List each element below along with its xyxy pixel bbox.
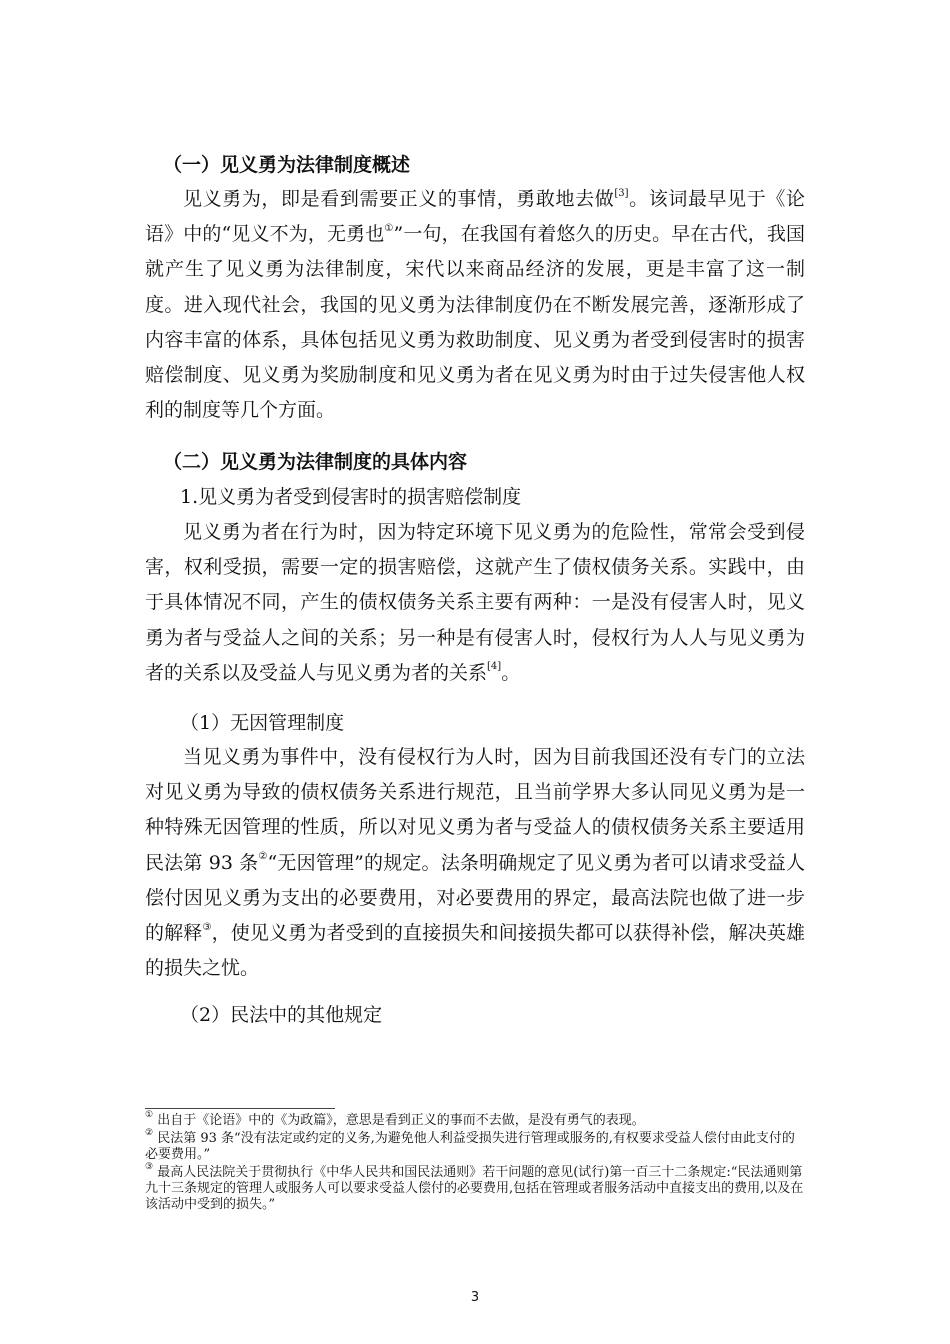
paragraph-text: 。该词最早见于《论语》中的“见义不为，无勇也 [145, 188, 805, 246]
page-number: 3 [470, 1290, 480, 1305]
subsection-title: 1.见义勇为者受到侵害时的损害赔偿制度 [180, 486, 522, 508]
citation-ref: [3] [614, 187, 629, 199]
paragraph-text: 见义勇为者在行为时，因为特定环境下见义勇为的危险性，常常会受到侵害，权利受损，需要一定的损害赔偿，这就产生了债权债务关系。实践中，由于具体情况不同，产生的债权债务关系主要有两种：一是没有侵害人时，见义勇为者与受益人之间的关系；另一种是有侵害人时，侵权行为人人与见义勇为者的关系以及受益人与见义勇为者的关系 [145, 521, 805, 684]
section-heading-2: （二）见义勇为法律制度的具体内容 [163, 451, 468, 473]
paragraph-text: ”一句，在我国有着悠久的历史。早在古代，我国就产生了见义勇为法律制度，宋代以来商品经济的发展，更是丰富了这一制度。进入现代社会，我国的见义勇为法律制度仍在不断发展完善，逐渐形成了内容丰富的体系，具体包括见义勇为救助制度、见义勇为者受到侵害时的损害赔偿制度、见义勇为奖励制度和见义勇为者在见义勇为时由于过失侵害他人权利的制度等几个方面。 [145, 223, 806, 422]
footnote-text: 出自于《论语》中的《为政篇》，意思是看到正义的事而不去做，是没有勇气的表现。 [153, 1113, 645, 1128]
footnote-divider [145, 1108, 335, 1109]
footnotes [145, 1109, 805, 1215]
footnote-item [145, 1109, 805, 1129]
footnote-ref: ① [384, 222, 394, 234]
subsection-title: （2）民法中的其他规定 [180, 1004, 383, 1026]
footnote-text: 民法第 93 条“没有法定或约定的义务,为避免他人利益受损失进行管理或服务的,有权要求受益人偿付由此支付的必要费用。” [145, 1131, 795, 1162]
footnote-item [145, 1127, 805, 1163]
paragraph-text: 当见义勇为事件中，没有侵权行为人时，因为目前我国还没有专门的立法对见义勇为导致的债权债务关系进行规范，且当前学界大多认同见义勇为是一种特殊无因管理的性质，所以对见义勇为者与受益人的债权债务关系主要适用民法第 93 条 [145, 746, 805, 874]
footnote-mark: ③ [145, 1161, 154, 1172]
paragraph-compensation [145, 515, 805, 691]
paragraph-overview [145, 182, 805, 428]
footnote-mark: ① [145, 1109, 154, 1120]
paragraph-text: 。 [501, 661, 521, 684]
paragraph-negotiorum-gestio [145, 740, 805, 986]
paragraph-text: ，使见义勇为者受到的直接损失和间接损失都可以获得补偿，解决英雄的损失之忧。 [145, 922, 805, 980]
paragraph-text: “无因管理”的规定。法条明确规定了见义勇为者可以请求受益人偿付因见义勇为支出的必要费用，对必要费用的界定，最高法院也做了进一步的解释 [145, 851, 805, 945]
footnote-text: 最高人民法院关于贯彻执行《中华人民共和国民法通则》若干问题的意见(试行)第一百三十二条规定:“民法通则第九十三条规定的管理人或服务人可以要求受益人偿付的必要费用,包括在管理或者服务活动中直接支出的费用,以及在该活动中受到的损失。” [145, 1165, 804, 1212]
section-heading-1: （一）见义勇为法律制度概述 [163, 154, 411, 176]
footnote-ref: ② [258, 851, 268, 863]
footnote-item [145, 1161, 805, 1213]
footnote-mark: ② [145, 1127, 154, 1138]
citation-ref: [4] [487, 661, 502, 673]
footnote-ref: ③ [202, 921, 212, 933]
paragraph-text: 见义勇为，即是看到需要正义的事情，勇敢地去做 [183, 188, 615, 210]
subsection-title: （1）无因管理制度 [180, 712, 345, 734]
